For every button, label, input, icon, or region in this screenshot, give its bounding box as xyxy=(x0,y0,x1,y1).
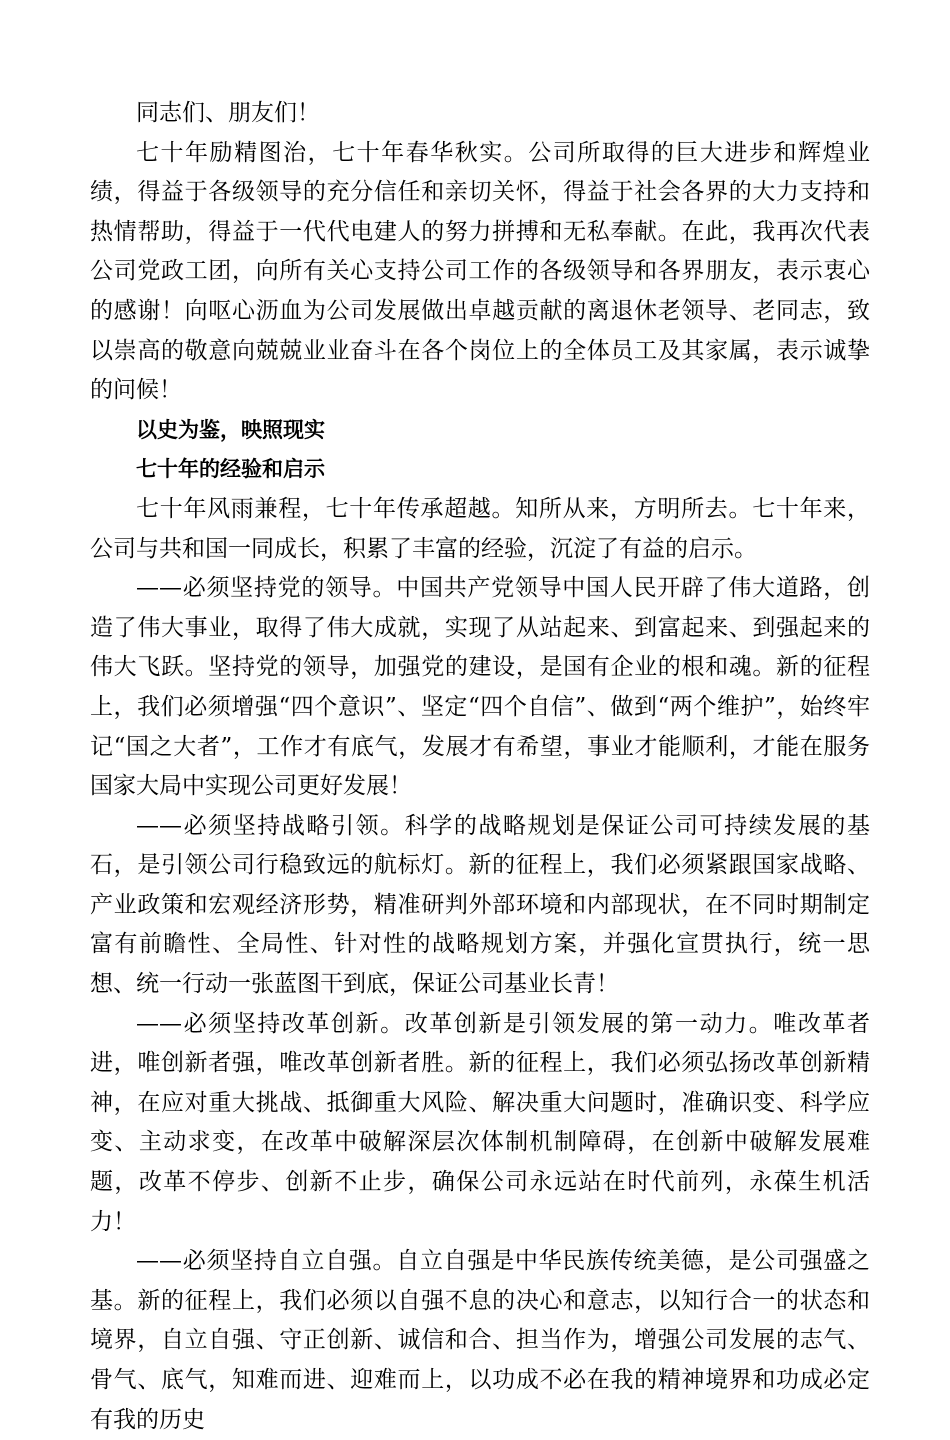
strategy-paragraph: ——必须坚持战略引领。科学的战略规划是保证公司可持续发展的基石，是引领公司行稳致远的航标灯。新的征程上，我们必须紧跟国家战略、产业政策和宏观经济形势，精准研判外部环境和内部现状，在不同时期制定富有前瞻性、全局性、针对性的战略规划方案，并强化宣贯执行，统一思想、统一行动一张蓝图干到底，保证公司基业长青！ xyxy=(90,812,870,998)
experience-paragraph: 七十年风雨兼程，七十年传承超越。知所从来，方明所去。七十年来，公司与共和国一同成长，积累了丰富的经验，沉淀了有益的启示。 xyxy=(90,495,870,562)
document-page xyxy=(90,94,870,1440)
intro-paragraph: 七十年励精图治，七十年春华秋实。公司所取得的巨大进步和辉煌业绩，得益于各级领导的充分信任和亲切关怀，得益于社会各界的大力支持和热情帮助，得益于一代代电建人的努力拼搏和无私奉献。在此，我再次代表公司党政工团，向所有关心支持公司工作的各级领导和各界朋友，表示衷心的感谢！向呕心沥血为公司发展做出卓越贡献的离退休老领导、老同志，致以崇高的敬意向兢兢业业奋斗在各个岗位上的全体员工及其家属，表示诚挚的问候！ xyxy=(90,139,870,404)
section-subheading: 七十年的经验和启示 xyxy=(136,457,325,482)
reform-paragraph: ——必须坚持改革创新。改革创新是引领发展的第一动力。唯改革者进，唯创新者强，唯改革创新者胜。新的征程上，我们必须弘扬改革创新精神，在应对重大挑战、抵御重大风险、解决重大问题时，准确识变、科学应变、主动求变，在改革中破解深层次体制机制障碍，在创新中破解发展难题，改革不停步、创新不止步，确保公司永远站在时代前列，永葆生机活力！ xyxy=(90,1010,870,1235)
section-heading: 以史为鉴，映照现实 xyxy=(136,417,325,442)
greeting-paragraph: 同志们、朋友们！ xyxy=(136,100,320,126)
party-leadership-paragraph: ——必须坚持党的领导。中国共产党领导中国人民开辟了伟大道路，创造了伟大事业，取得了伟大成就，实现了从站起来、到富起来、到强起来的伟大飞跃。坚持党的领导，加强党的建设，是国有企业的根和魂。新的征程上，我们必须增强“四个意识”、坚定“四个自信”、做到“两个维护”，始终牢记“国之大者”，工作才有底气，发展才有希望，事业才能顺利，才能在服务国家大局中实现公司更好发展！ xyxy=(90,575,870,800)
self-reliance-paragraph: ——必须坚持自立自强。自立自强是中华民族传统美德，是公司强盛之基。新的征程上，我们必须以自强不息的决心和意志，以知行合一的状态和境界，自立自强、守正创新、诚信和合、担当作为，增强公司发展的志气、骨气、底气，知难而进、迎难而上，以功成不必在我的精神境界和功成必定有我的历史 xyxy=(90,1248,870,1433)
